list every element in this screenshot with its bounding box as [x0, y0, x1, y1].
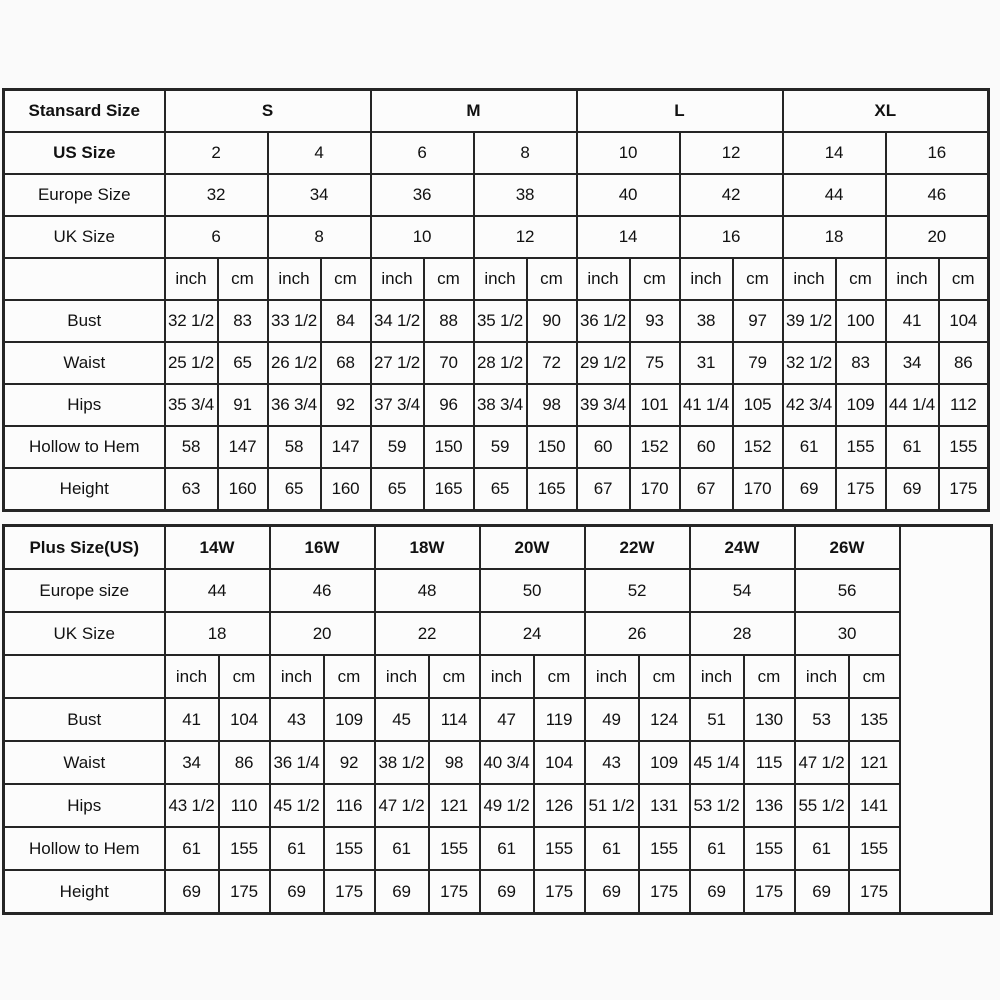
measurement-value: 83: [218, 300, 268, 342]
measurement-value: 121: [429, 784, 480, 827]
size-value: 46: [270, 569, 375, 612]
row-label: UK Size: [4, 612, 165, 655]
unit-label-cm: cm: [939, 258, 989, 300]
size-value: 16: [886, 132, 989, 174]
measurement-value: 130: [744, 698, 795, 741]
measurement-value: 155: [429, 827, 480, 870]
plus-table-body: [4, 526, 992, 914]
measurement-value: 59: [474, 426, 527, 468]
measurement-value: 84: [321, 300, 371, 342]
measurement-value: 90: [527, 300, 577, 342]
measurement-row-bust: [4, 698, 992, 741]
size-value: 8: [474, 132, 577, 174]
measurement-value: 44 1/4: [886, 384, 939, 426]
measurement-value: 61: [690, 827, 744, 870]
unit-label-inch: inch: [585, 655, 639, 698]
measurement-value: 160: [218, 468, 268, 511]
measurement-value: 136: [744, 784, 795, 827]
measurement-value: 155: [836, 426, 886, 468]
size-value: 46: [886, 174, 989, 216]
size-value: 12: [680, 132, 783, 174]
measurement-value: 49: [585, 698, 639, 741]
size-value: 8: [268, 216, 371, 258]
unit-label-cm: cm: [836, 258, 886, 300]
measurement-value: 47 1/2: [795, 741, 849, 784]
measurement-value: 119: [534, 698, 585, 741]
measurement-value: 36 1/4: [270, 741, 324, 784]
size-value: 2: [165, 132, 268, 174]
measurement-value: 41 1/4: [680, 384, 733, 426]
measurement-value: 32 1/2: [783, 342, 836, 384]
measurement-value: 65: [474, 468, 527, 511]
row-label: Europe Size: [4, 174, 165, 216]
measurement-value: 67: [577, 468, 630, 511]
unit-label-inch: inch: [165, 258, 218, 300]
measurement-value: 86: [939, 342, 989, 384]
measurement-value: 141: [849, 784, 900, 827]
row-label: UK Size: [4, 216, 165, 258]
size-value: 50: [480, 569, 585, 612]
measurement-value: 152: [733, 426, 783, 468]
row-label: Waist: [4, 741, 165, 784]
measurement-value: 43 1/2: [165, 784, 219, 827]
measurement-value: 109: [324, 698, 375, 741]
size-group-header-row: [4, 90, 989, 133]
measurement-value: 33 1/2: [268, 300, 321, 342]
size-value: 4: [268, 132, 371, 174]
measurement-value: 68: [321, 342, 371, 384]
unit-label-cm: cm: [630, 258, 680, 300]
unit-label-cm: cm: [321, 258, 371, 300]
size-group-header-row: [4, 526, 992, 570]
measurement-value: 42 3/4: [783, 384, 836, 426]
size-value: 44: [783, 174, 886, 216]
measurement-value: 34: [165, 741, 219, 784]
measurement-value: 28 1/2: [474, 342, 527, 384]
unit-header-row: [4, 258, 989, 300]
measurement-value: 155: [639, 827, 690, 870]
measurement-value: 165: [424, 468, 474, 511]
unit-label-inch: inch: [680, 258, 733, 300]
size-value: 12: [474, 216, 577, 258]
size-value: 20: [270, 612, 375, 655]
unit-label-inch: inch: [375, 655, 429, 698]
measurement-row-hips: [4, 384, 989, 426]
size-value: 28: [690, 612, 795, 655]
measurement-value: 36 1/2: [577, 300, 630, 342]
measurement-value: 26 1/2: [268, 342, 321, 384]
measurement-value: 155: [219, 827, 270, 870]
unit-header-row: [4, 655, 992, 698]
conversion-row-europe-size: [4, 569, 992, 612]
measurement-value: 175: [836, 468, 886, 511]
row-label: Bust: [4, 300, 165, 342]
row-label: Hollow to Hem: [4, 827, 165, 870]
measurement-row-bust: [4, 300, 989, 342]
size-value: 36: [371, 174, 474, 216]
measurement-value: 69: [690, 870, 744, 914]
measurement-value: 69: [270, 870, 324, 914]
unit-label-cm: cm: [733, 258, 783, 300]
unit-label-cm: cm: [534, 655, 585, 698]
measurement-value: 38 1/2: [375, 741, 429, 784]
measurement-value: 69: [886, 468, 939, 511]
measurement-value: 75: [630, 342, 680, 384]
unit-label-inch: inch: [795, 655, 849, 698]
measurement-value: 101: [630, 384, 680, 426]
measurement-value: 67: [680, 468, 733, 511]
unit-label-inch: inch: [270, 655, 324, 698]
unit-label-cm: cm: [849, 655, 900, 698]
measurement-value: 155: [324, 827, 375, 870]
measurement-value: 47: [480, 698, 534, 741]
measurement-row-waist: [4, 741, 992, 784]
measurement-value: 116: [324, 784, 375, 827]
row-label: Waist: [4, 342, 165, 384]
unit-label-inch: inch: [577, 258, 630, 300]
size-value: 10: [371, 216, 474, 258]
size-group-20w: 20W: [480, 526, 585, 570]
measurement-value: 55 1/2: [795, 784, 849, 827]
measurement-value: 150: [527, 426, 577, 468]
trailing-empty-cell: [900, 526, 992, 914]
measurement-value: 32 1/2: [165, 300, 218, 342]
size-value: 14: [577, 216, 680, 258]
size-value: 52: [585, 569, 690, 612]
size-group-18w: 18W: [375, 526, 480, 570]
measurement-value: 65: [371, 468, 424, 511]
row-label: Hips: [4, 384, 165, 426]
unit-label-cm: cm: [324, 655, 375, 698]
row-label: Height: [4, 468, 165, 511]
measurement-value: 35 3/4: [165, 384, 218, 426]
measurement-value: 61: [783, 426, 836, 468]
measurement-value: 25 1/2: [165, 342, 218, 384]
measurement-value: 69: [165, 870, 219, 914]
row-label: US Size: [4, 132, 165, 174]
row-label: Hollow to Hem: [4, 426, 165, 468]
unit-row-empty-cell: [4, 655, 165, 698]
measurement-value: 121: [849, 741, 900, 784]
measurement-value: 92: [324, 741, 375, 784]
measurement-value: 51 1/2: [585, 784, 639, 827]
size-group-s: S: [165, 90, 371, 133]
measurement-value: 29 1/2: [577, 342, 630, 384]
measurement-value: 165: [527, 468, 577, 511]
measurement-value: 86: [219, 741, 270, 784]
corner-label: Plus Size(US): [4, 526, 165, 570]
measurement-value: 35 1/2: [474, 300, 527, 342]
measurement-value: 61: [480, 827, 534, 870]
measurement-value: 93: [630, 300, 680, 342]
measurement-value: 53 1/2: [690, 784, 744, 827]
standard-size-table: [2, 88, 990, 512]
plus-size-table: [2, 524, 993, 915]
measurement-value: 61: [886, 426, 939, 468]
measurement-value: 65: [268, 468, 321, 511]
size-group-xl: XL: [783, 90, 989, 133]
measurement-value: 61: [795, 827, 849, 870]
measurement-row-hollow-to-hem: [4, 827, 992, 870]
measurement-value: 60: [577, 426, 630, 468]
measurement-value: 61: [585, 827, 639, 870]
measurement-value: 92: [321, 384, 371, 426]
measurement-value: 150: [424, 426, 474, 468]
size-value: 16: [680, 216, 783, 258]
measurement-value: 91: [218, 384, 268, 426]
measurement-value: 175: [939, 468, 989, 511]
measurement-value: 27 1/2: [371, 342, 424, 384]
size-value: 24: [480, 612, 585, 655]
unit-label-cm: cm: [219, 655, 270, 698]
size-value: 26: [585, 612, 690, 655]
size-value: 54: [690, 569, 795, 612]
measurement-row-waist: [4, 342, 989, 384]
measurement-value: 160: [321, 468, 371, 511]
size-group-l: L: [577, 90, 783, 133]
measurement-value: 45: [375, 698, 429, 741]
measurement-value: 175: [324, 870, 375, 914]
unit-row-empty-cell: [4, 258, 165, 300]
measurement-value: 39 3/4: [577, 384, 630, 426]
measurement-value: 147: [321, 426, 371, 468]
row-label: Europe size: [4, 569, 165, 612]
size-group-14w: 14W: [165, 526, 270, 570]
measurement-value: 51: [690, 698, 744, 741]
measurement-value: 41: [886, 300, 939, 342]
unit-label-inch: inch: [690, 655, 744, 698]
size-value: 32: [165, 174, 268, 216]
size-value: 10: [577, 132, 680, 174]
measurement-value: 155: [744, 827, 795, 870]
row-label: Height: [4, 870, 165, 914]
unit-label-cm: cm: [639, 655, 690, 698]
measurement-value: 175: [849, 870, 900, 914]
measurement-value: 69: [795, 870, 849, 914]
measurement-value: 47 1/2: [375, 784, 429, 827]
measurement-value: 38 3/4: [474, 384, 527, 426]
measurement-value: 38: [680, 300, 733, 342]
measurement-value: 69: [585, 870, 639, 914]
measurement-value: 70: [424, 342, 474, 384]
measurement-value: 53: [795, 698, 849, 741]
measurement-value: 49 1/2: [480, 784, 534, 827]
measurement-value: 105: [733, 384, 783, 426]
measurement-value: 109: [639, 741, 690, 784]
size-value: 56: [795, 569, 900, 612]
size-group-26w: 26W: [795, 526, 900, 570]
measurement-value: 155: [849, 827, 900, 870]
measurement-value: 175: [534, 870, 585, 914]
measurement-value: 58: [165, 426, 218, 468]
measurement-value: 104: [534, 741, 585, 784]
measurement-value: 36 3/4: [268, 384, 321, 426]
unit-label-inch: inch: [165, 655, 219, 698]
measurement-value: 110: [219, 784, 270, 827]
size-group-24w: 24W: [690, 526, 795, 570]
size-value: 40: [577, 174, 680, 216]
measurement-value: 37 3/4: [371, 384, 424, 426]
measurement-value: 34 1/2: [371, 300, 424, 342]
row-label: Hips: [4, 784, 165, 827]
measurement-value: 104: [939, 300, 989, 342]
measurement-value: 72: [527, 342, 577, 384]
measurement-value: 43: [585, 741, 639, 784]
unit-label-inch: inch: [783, 258, 836, 300]
unit-label-cm: cm: [429, 655, 480, 698]
measurement-value: 175: [744, 870, 795, 914]
measurement-value: 104: [219, 698, 270, 741]
measurement-value: 34: [886, 342, 939, 384]
size-value: 38: [474, 174, 577, 216]
conversion-row-uk-size: [4, 216, 989, 258]
size-group-22w: 22W: [585, 526, 690, 570]
measurement-value: 61: [375, 827, 429, 870]
measurement-value: 43: [270, 698, 324, 741]
unit-label-cm: cm: [218, 258, 268, 300]
measurement-value: 152: [630, 426, 680, 468]
measurement-value: 39 1/2: [783, 300, 836, 342]
measurement-value: 98: [429, 741, 480, 784]
measurement-value: 69: [783, 468, 836, 511]
measurement-value: 115: [744, 741, 795, 784]
measurement-value: 175: [639, 870, 690, 914]
unit-label-cm: cm: [527, 258, 577, 300]
measurement-value: 83: [836, 342, 886, 384]
measurement-value: 98: [527, 384, 577, 426]
size-value: 48: [375, 569, 480, 612]
measurement-row-hollow-to-hem: [4, 426, 989, 468]
size-group-16w: 16W: [270, 526, 375, 570]
measurement-value: 126: [534, 784, 585, 827]
size-value: 22: [375, 612, 480, 655]
measurement-value: 65: [218, 342, 268, 384]
measurement-value: 63: [165, 468, 218, 511]
size-group-m: M: [371, 90, 577, 133]
unit-label-inch: inch: [474, 258, 527, 300]
unit-label-inch: inch: [886, 258, 939, 300]
measurement-value: 175: [219, 870, 270, 914]
unit-label-cm: cm: [424, 258, 474, 300]
measurement-value: 155: [939, 426, 989, 468]
measurement-value: 79: [733, 342, 783, 384]
measurement-value: 170: [733, 468, 783, 511]
measurement-value: 61: [165, 827, 219, 870]
unit-label-inch: inch: [268, 258, 321, 300]
measurement-value: 45 1/4: [690, 741, 744, 784]
size-value: 20: [886, 216, 989, 258]
measurement-value: 69: [375, 870, 429, 914]
size-value: 18: [165, 612, 270, 655]
size-value: 42: [680, 174, 783, 216]
measurement-row-height: [4, 468, 989, 511]
standard-table-body: [4, 90, 989, 511]
measurement-value: 112: [939, 384, 989, 426]
size-value: 44: [165, 569, 270, 612]
measurement-value: 131: [639, 784, 690, 827]
measurement-value: 135: [849, 698, 900, 741]
conversion-row-uk-size: [4, 612, 992, 655]
corner-label: Stansard Size: [4, 90, 165, 133]
measurement-value: 100: [836, 300, 886, 342]
conversion-row-us-size: [4, 132, 989, 174]
measurement-value: 41: [165, 698, 219, 741]
measurement-value: 59: [371, 426, 424, 468]
measurement-value: 31: [680, 342, 733, 384]
measurement-value: 60: [680, 426, 733, 468]
measurement-value: 58: [268, 426, 321, 468]
unit-label-inch: inch: [480, 655, 534, 698]
conversion-row-europe-size: [4, 174, 989, 216]
measurement-value: 109: [836, 384, 886, 426]
measurement-value: 175: [429, 870, 480, 914]
unit-label-cm: cm: [744, 655, 795, 698]
unit-label-inch: inch: [371, 258, 424, 300]
measurement-value: 96: [424, 384, 474, 426]
measurement-value: 45 1/2: [270, 784, 324, 827]
measurement-row-height: [4, 870, 992, 914]
measurement-value: 170: [630, 468, 680, 511]
size-value: 30: [795, 612, 900, 655]
size-value: 14: [783, 132, 886, 174]
measurement-value: 114: [429, 698, 480, 741]
size-value: 34: [268, 174, 371, 216]
measurement-value: 40 3/4: [480, 741, 534, 784]
measurement-row-hips: [4, 784, 992, 827]
measurement-value: 61: [270, 827, 324, 870]
size-value: 6: [165, 216, 268, 258]
measurement-value: 124: [639, 698, 690, 741]
size-value: 18: [783, 216, 886, 258]
measurement-value: 155: [534, 827, 585, 870]
measurement-value: 147: [218, 426, 268, 468]
measurement-value: 88: [424, 300, 474, 342]
size-value: 6: [371, 132, 474, 174]
row-label: Bust: [4, 698, 165, 741]
measurement-value: 69: [480, 870, 534, 914]
measurement-value: 97: [733, 300, 783, 342]
